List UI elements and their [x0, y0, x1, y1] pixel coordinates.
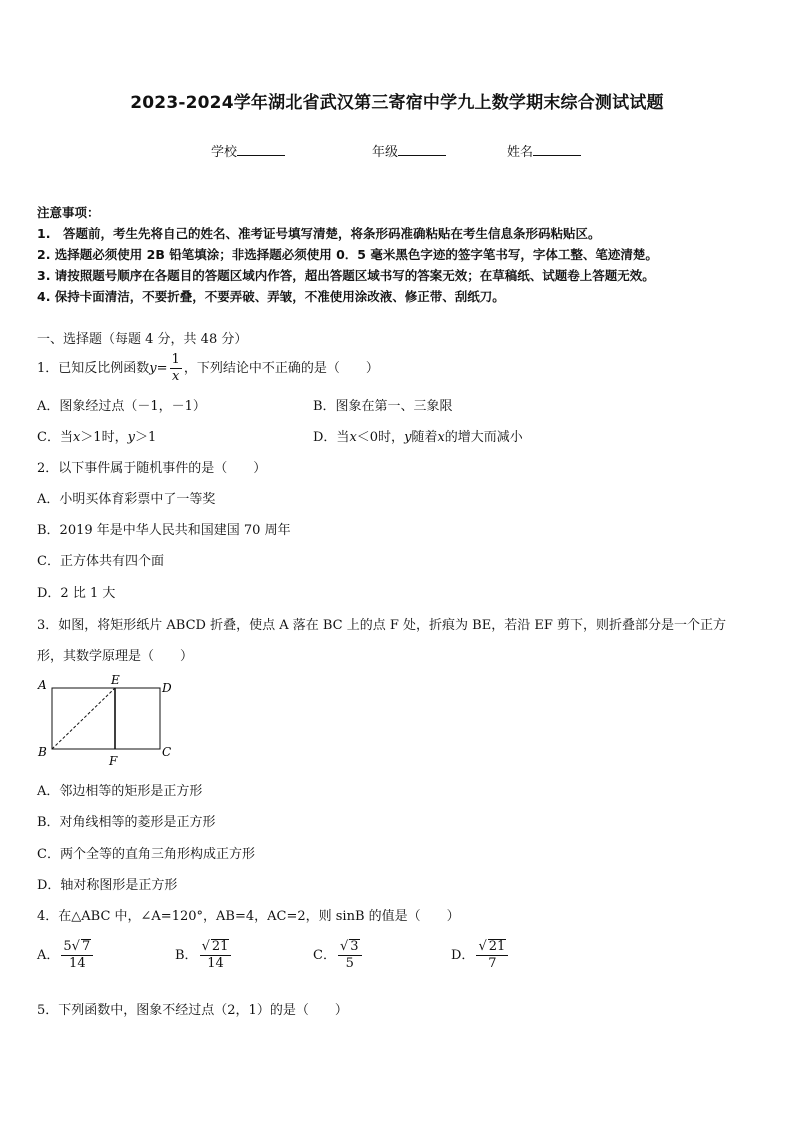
- notes-heading: 注意事项：: [37, 205, 100, 220]
- q4-c-denominator: 5: [345, 956, 354, 971]
- name-blank: [533, 143, 581, 156]
- name-label: 姓名: [507, 145, 534, 160]
- q3-option-b: B．对角线相等的菱形是正方形: [37, 815, 216, 830]
- question-2-stem: 2．以下事件属于随机事件的是（ ）: [37, 461, 267, 476]
- q2-option-b: B．2019 年是中华人民共和国建国 70 周年: [37, 523, 291, 538]
- q4-b-fraction: [200, 939, 232, 972]
- q4-b-radicand: 21: [211, 939, 229, 954]
- q4-d-denominator: 7: [488, 956, 497, 971]
- q4-c-numerator: [338, 939, 362, 956]
- q2-option-a: A．小明买体育彩票中了一等奖: [37, 492, 216, 507]
- q4-c-fraction: [338, 939, 362, 972]
- grade-blank: [398, 143, 446, 156]
- radical-sign: √: [201, 939, 210, 954]
- rectangle-abcd: [52, 688, 160, 749]
- note-item: 2. 选择题必须使用 2B 铅笔填涂；非选择题必须使用 0．5 毫米黑色字迹的签字笔书写，字体工整、笔迹清楚。: [37, 247, 658, 262]
- label-b: B: [38, 745, 47, 759]
- q1-d-text: 的增大而减小: [444, 430, 523, 445]
- q1-equals: =: [156, 361, 168, 376]
- q1-option-a: A．图象经过点（－1，－1）: [37, 399, 206, 414]
- q1-d-text: D．当: [313, 430, 350, 445]
- q1-c-var-x: x: [72, 430, 81, 445]
- q1-denominator: x: [172, 369, 180, 384]
- q4-a-denominator: 14: [69, 956, 86, 971]
- q1-d-var-y: y: [404, 430, 412, 445]
- q4-d-radicand: 21: [488, 939, 506, 954]
- school-blank: [237, 143, 285, 156]
- note-item: 4. 保持卡面清洁，不要折叠，不要弄破、弄皱，不准使用涂改液、修正带、刮纸刀。: [37, 289, 505, 304]
- q4-a-numerator: [61, 939, 93, 956]
- q4-d-fraction: [476, 939, 508, 972]
- q4-option-c: [313, 939, 364, 972]
- q4-option-a: [37, 939, 95, 972]
- q1-stem-text: 1．已知反比例函数: [37, 361, 150, 376]
- q1-d-text: ＜0时，: [356, 430, 405, 445]
- note-item: 3. 请按照题号顺序在各题目的答题区域内作答，超出答题区域书写的答案无效；在草稿纸、试题卷上答题无效。: [37, 268, 655, 283]
- radical-sign: √: [339, 939, 349, 954]
- question-1-stem: [37, 352, 379, 385]
- question-3-stem: 3．如图，将矩形纸片 ABCD 折叠，使点 A 落在 BC 上的点 F 处，折痕为 BE，若沿 EF 剪下，则折叠部分是一个正方: [37, 618, 726, 633]
- q4-a-label: A．: [37, 948, 60, 963]
- label-e: E: [111, 673, 120, 687]
- q4-a-radicand: 7: [81, 939, 91, 954]
- school-label: 学校: [211, 145, 238, 160]
- q1-c-text: ＞1: [134, 430, 157, 445]
- q1-fraction: [170, 352, 182, 385]
- q1-d-var-x: x: [437, 430, 445, 445]
- q2-option-d: D．2 比 1 大: [37, 586, 116, 601]
- q1-c-text: ＞1时，: [80, 430, 128, 445]
- grade-label: 年级: [372, 145, 399, 160]
- page-title: 2023-2024学年湖北省武汉第三寄宿中学九上数学期末综合测试试题: [130, 93, 664, 113]
- school-field: [211, 141, 285, 160]
- q4-c-radicand: 3: [350, 939, 359, 954]
- section-heading: 一、选择题（每题 4 分，共 48 分）: [37, 332, 248, 347]
- grade-field: [372, 141, 446, 160]
- label-d: D: [162, 681, 172, 695]
- label-c: C: [162, 745, 172, 759]
- q1-c-var-y: y: [127, 430, 135, 445]
- radical-sign: √: [71, 939, 80, 954]
- question-3-stem-cont: 形，其数学原理是（ ）: [37, 649, 194, 664]
- q3-option-d: D．轴对称图形是正方形: [37, 878, 178, 893]
- note-item: 1. 答题前，考生先将自己的姓名、准考证号填写清楚，将条形码准确粘贴在考生信息条形码粘贴区。: [37, 226, 601, 241]
- q1-var-y: y: [149, 361, 157, 376]
- q2-option-c: C．正方体共有四个面: [37, 554, 164, 569]
- q1-d-var-x: x: [349, 430, 357, 445]
- name-field: [507, 141, 581, 160]
- label-f: F: [109, 754, 118, 768]
- q1-option-d: [313, 426, 523, 445]
- q4-b-numerator: [200, 939, 232, 956]
- q3-option-c: C．两个全等的直角三角形构成正方形: [37, 847, 255, 862]
- q4-b-label: B．: [175, 948, 198, 963]
- rectangle-fold-diagram: [30, 672, 190, 772]
- fold-line-be: [52, 688, 115, 749]
- q3-option-a: A．邻边相等的矩形是正方形: [37, 784, 203, 799]
- q4-d-label: D．: [451, 948, 475, 963]
- question-4-stem: 4．在△ABC 中，∠A=120°，AB=4，AC=2，则 sinB 的值是（ ）: [37, 909, 460, 924]
- q4-option-b: [175, 939, 233, 972]
- question-5-stem: 5．下列函数中，图象不经过点（2，1）的是（ ）: [37, 1003, 348, 1018]
- q4-a-coef: 5: [63, 939, 72, 954]
- q4-option-d: [451, 939, 510, 972]
- label-a: A: [38, 678, 47, 692]
- q1-c-text: C．当: [37, 430, 73, 445]
- q1-option-b: B．图象在第一、三象限: [313, 399, 453, 414]
- q1-stem-text-end: ，下列结论中不正确的是（ ）: [183, 361, 379, 376]
- q1-d-text: 随着: [411, 430, 438, 445]
- q1-option-c: [37, 426, 156, 445]
- radical-sign: √: [478, 939, 487, 954]
- q4-d-numerator: [476, 939, 508, 956]
- q4-c-label: C．: [313, 948, 336, 963]
- q4-b-denominator: 14: [207, 956, 224, 971]
- q4-a-fraction: [61, 939, 93, 972]
- q1-numerator: 1: [171, 352, 180, 367]
